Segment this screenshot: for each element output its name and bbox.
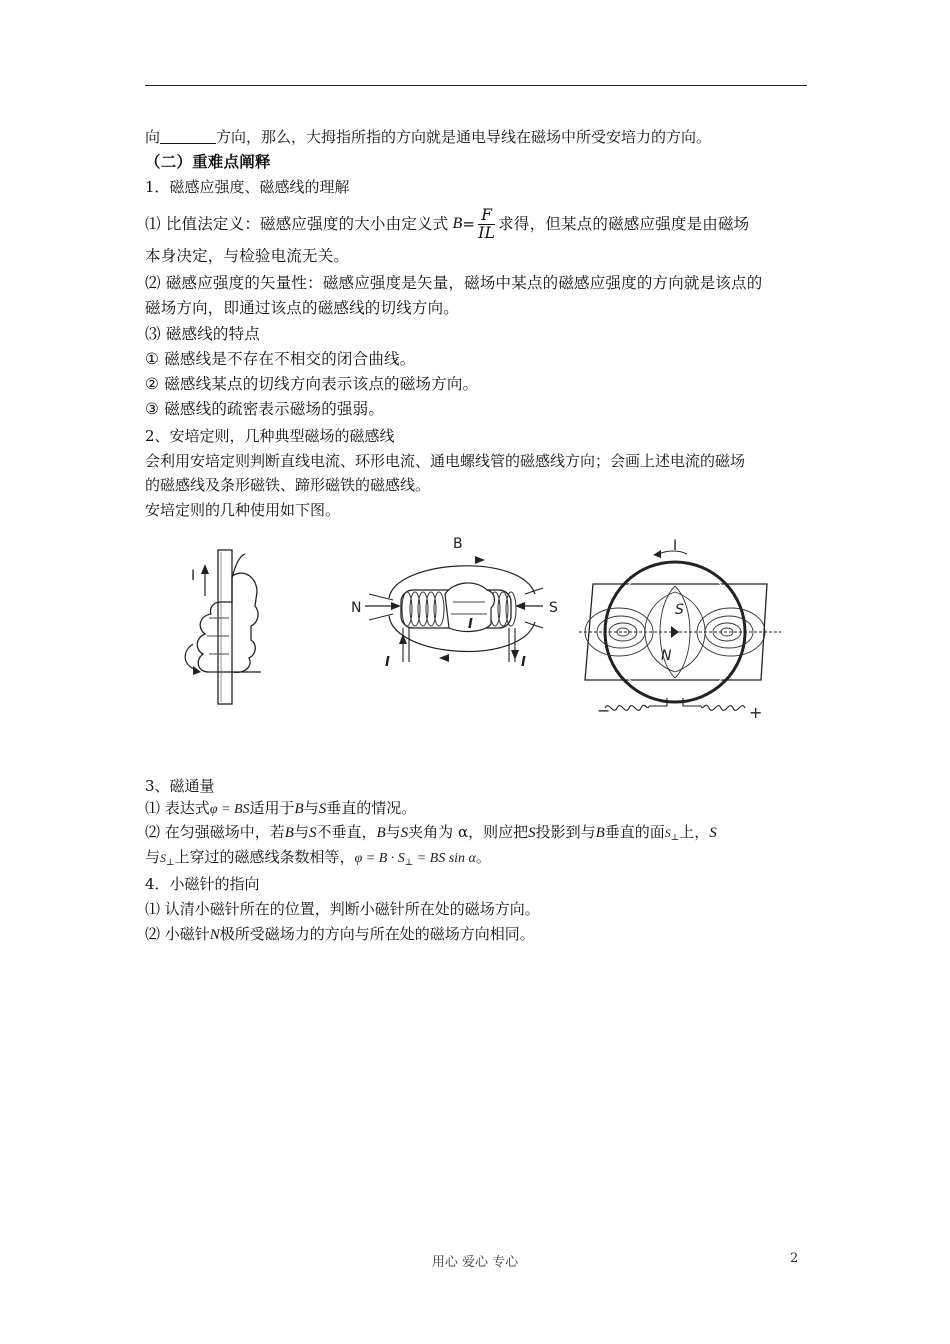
wire <box>218 550 232 704</box>
text-span: 本身决定，与检验电流无关。 <box>145 247 350 265</box>
math-formula: φ = BS <box>209 802 250 817</box>
figure-circular-loop <box>575 536 785 722</box>
compass-needle-icon <box>671 626 679 638</box>
text-span: ⑵ 磁感应强度的矢量性：磁感应强度是矢量，磁场中某点的磁感应强度的方向就是该点的 <box>145 274 763 292</box>
arrow-head-icon <box>511 650 519 660</box>
text-span: 极所受磁场力的方向与所在处的磁场方向相同。 <box>219 925 535 943</box>
heading-text: 4．小磁针的指向 <box>145 875 260 893</box>
subsection-heading <box>145 426 395 446</box>
text-span: ⑴ 比值法定义：磁感应强度的大小由定义式 <box>145 215 449 233</box>
text-line <box>145 822 717 848</box>
math-symbol: S <box>308 825 317 841</box>
text-line <box>145 246 349 266</box>
text-span: 适用于 <box>249 799 295 817</box>
text-span: 方向，那么，大拇指所指的方向就是通电导线在磁场中所受安培力的方向。 <box>216 128 712 146</box>
text-span: 与 <box>385 823 401 841</box>
figure-solenoid <box>345 532 570 682</box>
text-span: ② 磁感线某点的切线方向表示该点的磁场方向。 <box>145 375 479 393</box>
heading-text: 1．磁感应强度、磁感线的理解 <box>145 178 350 196</box>
math-symbol: B <box>595 825 605 841</box>
text-line <box>145 273 762 293</box>
current-label: I <box>673 538 678 554</box>
text-span: ③ 磁感线的疏密表示磁场的强弱。 <box>145 400 385 418</box>
arrow-head-icon <box>515 602 525 610</box>
subsection-heading <box>145 874 260 894</box>
arrow-head-icon <box>399 634 407 644</box>
math-subscript: ⊥ <box>166 858 175 868</box>
list-item <box>145 374 478 394</box>
arrow-head-icon <box>475 556 485 564</box>
math-symbol: B <box>376 825 386 841</box>
text-span: 会利用安培定则判断直线电流、环形电流、通电螺线管的磁感线方向；会画上述电流的磁场 <box>145 452 746 470</box>
pole-label-s: S <box>675 602 684 618</box>
text-span: 上， <box>679 823 710 841</box>
heading-text: 3、磁通量 <box>145 777 215 795</box>
text-line <box>145 899 540 919</box>
text-span: 磁场方向，即通过该点的磁感线的切线方向。 <box>145 299 460 317</box>
text-span: 夹角为 α，则应把 <box>408 823 529 841</box>
pole-label-s: S <box>549 600 558 616</box>
list-item <box>145 349 415 369</box>
heading-text: （二）重难点阐释 <box>145 153 271 171</box>
text-span: 垂直的面 <box>604 823 665 841</box>
text-span: 不垂直， <box>316 823 377 841</box>
current-label: I <box>468 617 473 632</box>
field-label: B <box>453 536 463 552</box>
terminal-positive: + <box>749 703 763 722</box>
text-span: ⑴ 表达式 <box>145 799 210 817</box>
math-symbol: S <box>664 826 671 840</box>
math-subscript: ⊥ <box>670 833 680 843</box>
lead-coil-left <box>605 705 649 710</box>
text-line <box>145 451 745 471</box>
arrow-head-icon <box>391 602 401 610</box>
hand-outline <box>197 573 258 672</box>
math-symbol: B <box>284 825 294 841</box>
fraction-numerator: F <box>478 207 495 225</box>
math-formula: φ = B · S <box>354 851 405 866</box>
figure-straight-wire <box>165 548 275 708</box>
current-label: I <box>191 568 196 584</box>
text-span: 与 <box>303 799 319 817</box>
math-symbol: B <box>452 215 463 232</box>
text-span: 求得，但某点的磁感应强度是由磁场 <box>498 215 750 233</box>
list-item <box>145 399 384 419</box>
terminal-negative: − <box>597 701 611 720</box>
pole-label-n: N <box>351 600 362 616</box>
subsection-heading <box>145 776 215 796</box>
rotation-arrow <box>185 644 197 670</box>
math-symbol: S <box>318 801 327 817</box>
text-span: ① 磁感线是不存在不相交的闭合曲线。 <box>145 350 416 368</box>
page-footer: 用心 爱心 专心 <box>431 1255 519 1270</box>
text-span: 上穿过的磁感线条数相等， <box>174 848 355 866</box>
arrow-head-icon <box>439 654 449 662</box>
arrow-head-icon <box>201 564 209 574</box>
text-span: 的磁感线及条形磁铁、蹄形磁铁的磁感线。 <box>145 476 431 494</box>
text-line <box>145 847 491 873</box>
text-line <box>145 206 749 242</box>
fraction-denominator: IL <box>478 223 496 242</box>
text-span: 向 <box>145 128 161 146</box>
text-span: 投影到与 <box>535 823 596 841</box>
math-symbol: S <box>160 851 167 865</box>
text-span: 与 <box>293 823 309 841</box>
math-symbol: B <box>294 801 304 817</box>
text-span: 垂直的情况。 <box>326 799 417 817</box>
text-line <box>145 127 711 147</box>
text-line <box>145 475 430 495</box>
math-symbol: S <box>709 825 717 841</box>
math-symbol: N <box>209 927 220 943</box>
text-span: ⑴ 认清小磁针所在的位置，判断小磁针所在处的磁场方向。 <box>145 900 540 918</box>
arrow-head-icon <box>653 550 661 558</box>
current-label: I <box>385 655 390 670</box>
subsection-heading <box>145 177 350 197</box>
page-number: 2 <box>790 1251 799 1266</box>
math-symbol: S <box>528 825 536 841</box>
math-symbol: S <box>400 825 409 841</box>
text-line <box>145 324 260 344</box>
math-formula: = BS sin α <box>413 851 476 866</box>
text-span: 与 <box>145 848 161 866</box>
math-subscript: ⊥ <box>404 858 414 868</box>
text-span: ⑶ 磁感线的特点 <box>145 325 261 343</box>
math-operator: = <box>462 215 476 233</box>
text-line <box>145 798 416 820</box>
text-line <box>145 500 340 520</box>
text-span: ⑵ 在匀强磁场中，若 <box>145 823 285 841</box>
header-rule <box>145 85 807 86</box>
lead-coil-right <box>701 705 745 710</box>
section-heading <box>145 152 271 172</box>
fill-in-blank <box>160 129 216 144</box>
text-line <box>145 298 459 318</box>
heading-text: 2、安培定则，几种典型磁场的磁感线 <box>145 427 395 445</box>
current-label: I <box>521 655 526 670</box>
text-span: 安培定则的几种使用如下图。 <box>145 501 341 519</box>
pole-label-n: N <box>661 648 672 664</box>
fraction <box>478 207 495 242</box>
text-span: 。 <box>475 848 491 866</box>
text-line <box>145 924 535 945</box>
text-span: ⑵ 小磁针 <box>145 925 210 943</box>
